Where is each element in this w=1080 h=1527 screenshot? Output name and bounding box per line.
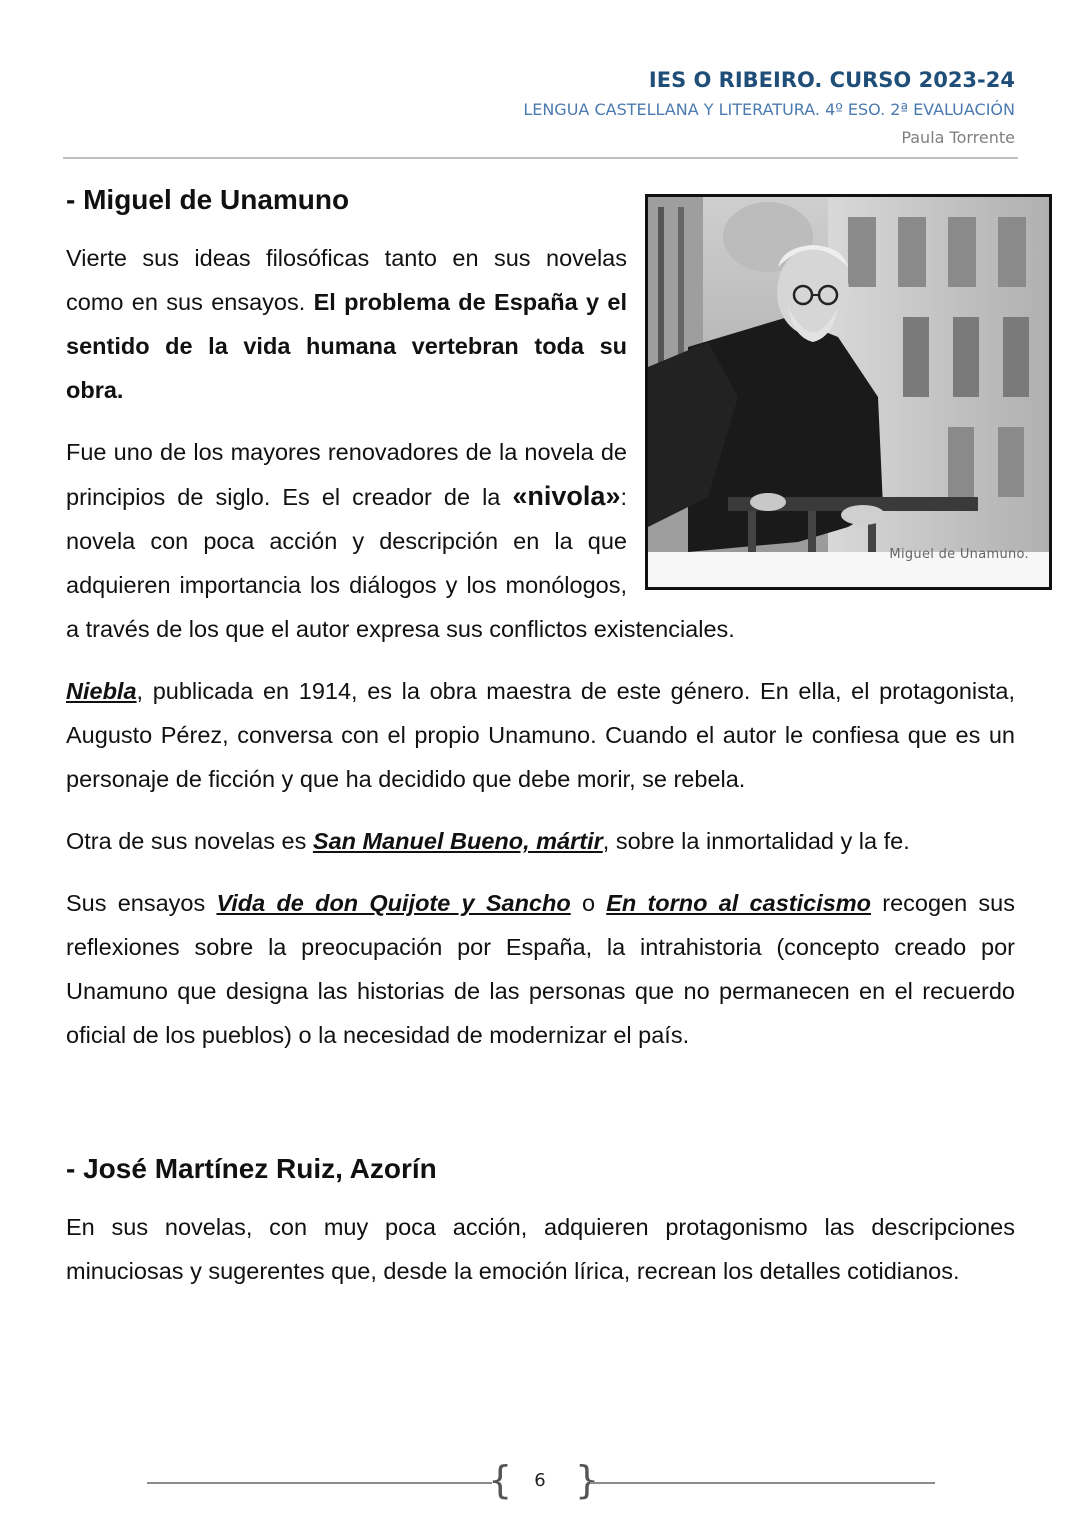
paragraph-azorin: En sus novelas, con muy poca acción, adquieren protagonismo las descripciones minuciosas y sugerentes que, desde la emoción lírica, recrean los detalles cotidianos. [66, 1214, 1015, 1284]
photo-caption: Miguel de Unamuno. [889, 547, 1029, 562]
work-title-san-manuel: San Manuel Bueno, mártir [312, 828, 603, 854]
unamuno-photo [645, 194, 1052, 590]
section-heading-unamuno: - Miguel de Unamuno [66, 184, 350, 215]
author-name: Paula Torrente [901, 128, 1015, 147]
header-divider [63, 157, 1018, 159]
right-brace-icon: } [575, 1458, 600, 1502]
section-spacer [66, 1075, 1015, 1147]
school-title: IES O RIBEIRO. CURSO 2023-24 [648, 68, 1015, 92]
unamuno-photo-image [648, 197, 1049, 587]
footer-line-right [590, 1482, 935, 1484]
text-run: Vierte sus ideas filosóficas tanto en sus novelas como en sus ensayos. [66, 245, 627, 315]
page-content [66, 178, 1029, 1311]
footer-line-left [147, 1482, 492, 1484]
page-footer [0, 1458, 1080, 1508]
work-title-vida-quijote: Vida de don Quijote y Sancho [216, 890, 571, 916]
nivola-term: «nivola» [512, 481, 621, 511]
paragraph-san-manuel [66, 819, 1015, 863]
paragraph-niebla [66, 669, 1015, 801]
left-brace-icon: { [488, 1458, 513, 1502]
text-run: Fue uno de los mayores renovadores de la novela de principios de siglo. Es el creador de la [66, 439, 627, 510]
text-run: , sobre la inmortalidad y la fe. [602, 828, 910, 854]
work-title-casticismo: En torno al casticismo [606, 890, 872, 916]
text-run: , publicada en 1914, es la obra maestra de este género. En ella, el protagonista, Augusto Pérez, conversa con el propio Unamuno. Cuando el autor le confiesa que es un personaje de ficción y que ha decidido que debe morir, se rebela. [66, 678, 1015, 792]
text-run: Sus ensayos [66, 890, 217, 916]
subject-line: LENGUA CASTELLANA Y LITERATURA. 4º ESO. 2ª EVALUACIÓN [523, 100, 1015, 119]
text-run: Otra de sus novelas es [66, 828, 313, 854]
text-run: o [570, 890, 607, 916]
section-heading-azorin: - José Martínez Ruiz, Azorín [66, 1153, 437, 1184]
page-number: 6 [534, 1470, 546, 1491]
bold-text: El problema de España y el sentido de la vida humana vertebran toda su obra. [66, 289, 627, 403]
paragraph-ensayos [66, 881, 1015, 1057]
page-header [523, 64, 1015, 152]
work-title-niebla: Niebla [66, 678, 137, 704]
text-run: recogen sus reflexiones sobre la preocupación por España, la intrahistoria (concepto creado por Unamuno que designa las historias de las personas que no permanecen en el recuerdo oficial de los pueblos) o la necesidad de modernizar el país. [66, 890, 1015, 1048]
text-run: : novela con poca acción y descripción en la que adquieren importancia los diálogos y los monólogos, a través de los que el autor expresa sus conflictos existenciales. [66, 484, 735, 642]
